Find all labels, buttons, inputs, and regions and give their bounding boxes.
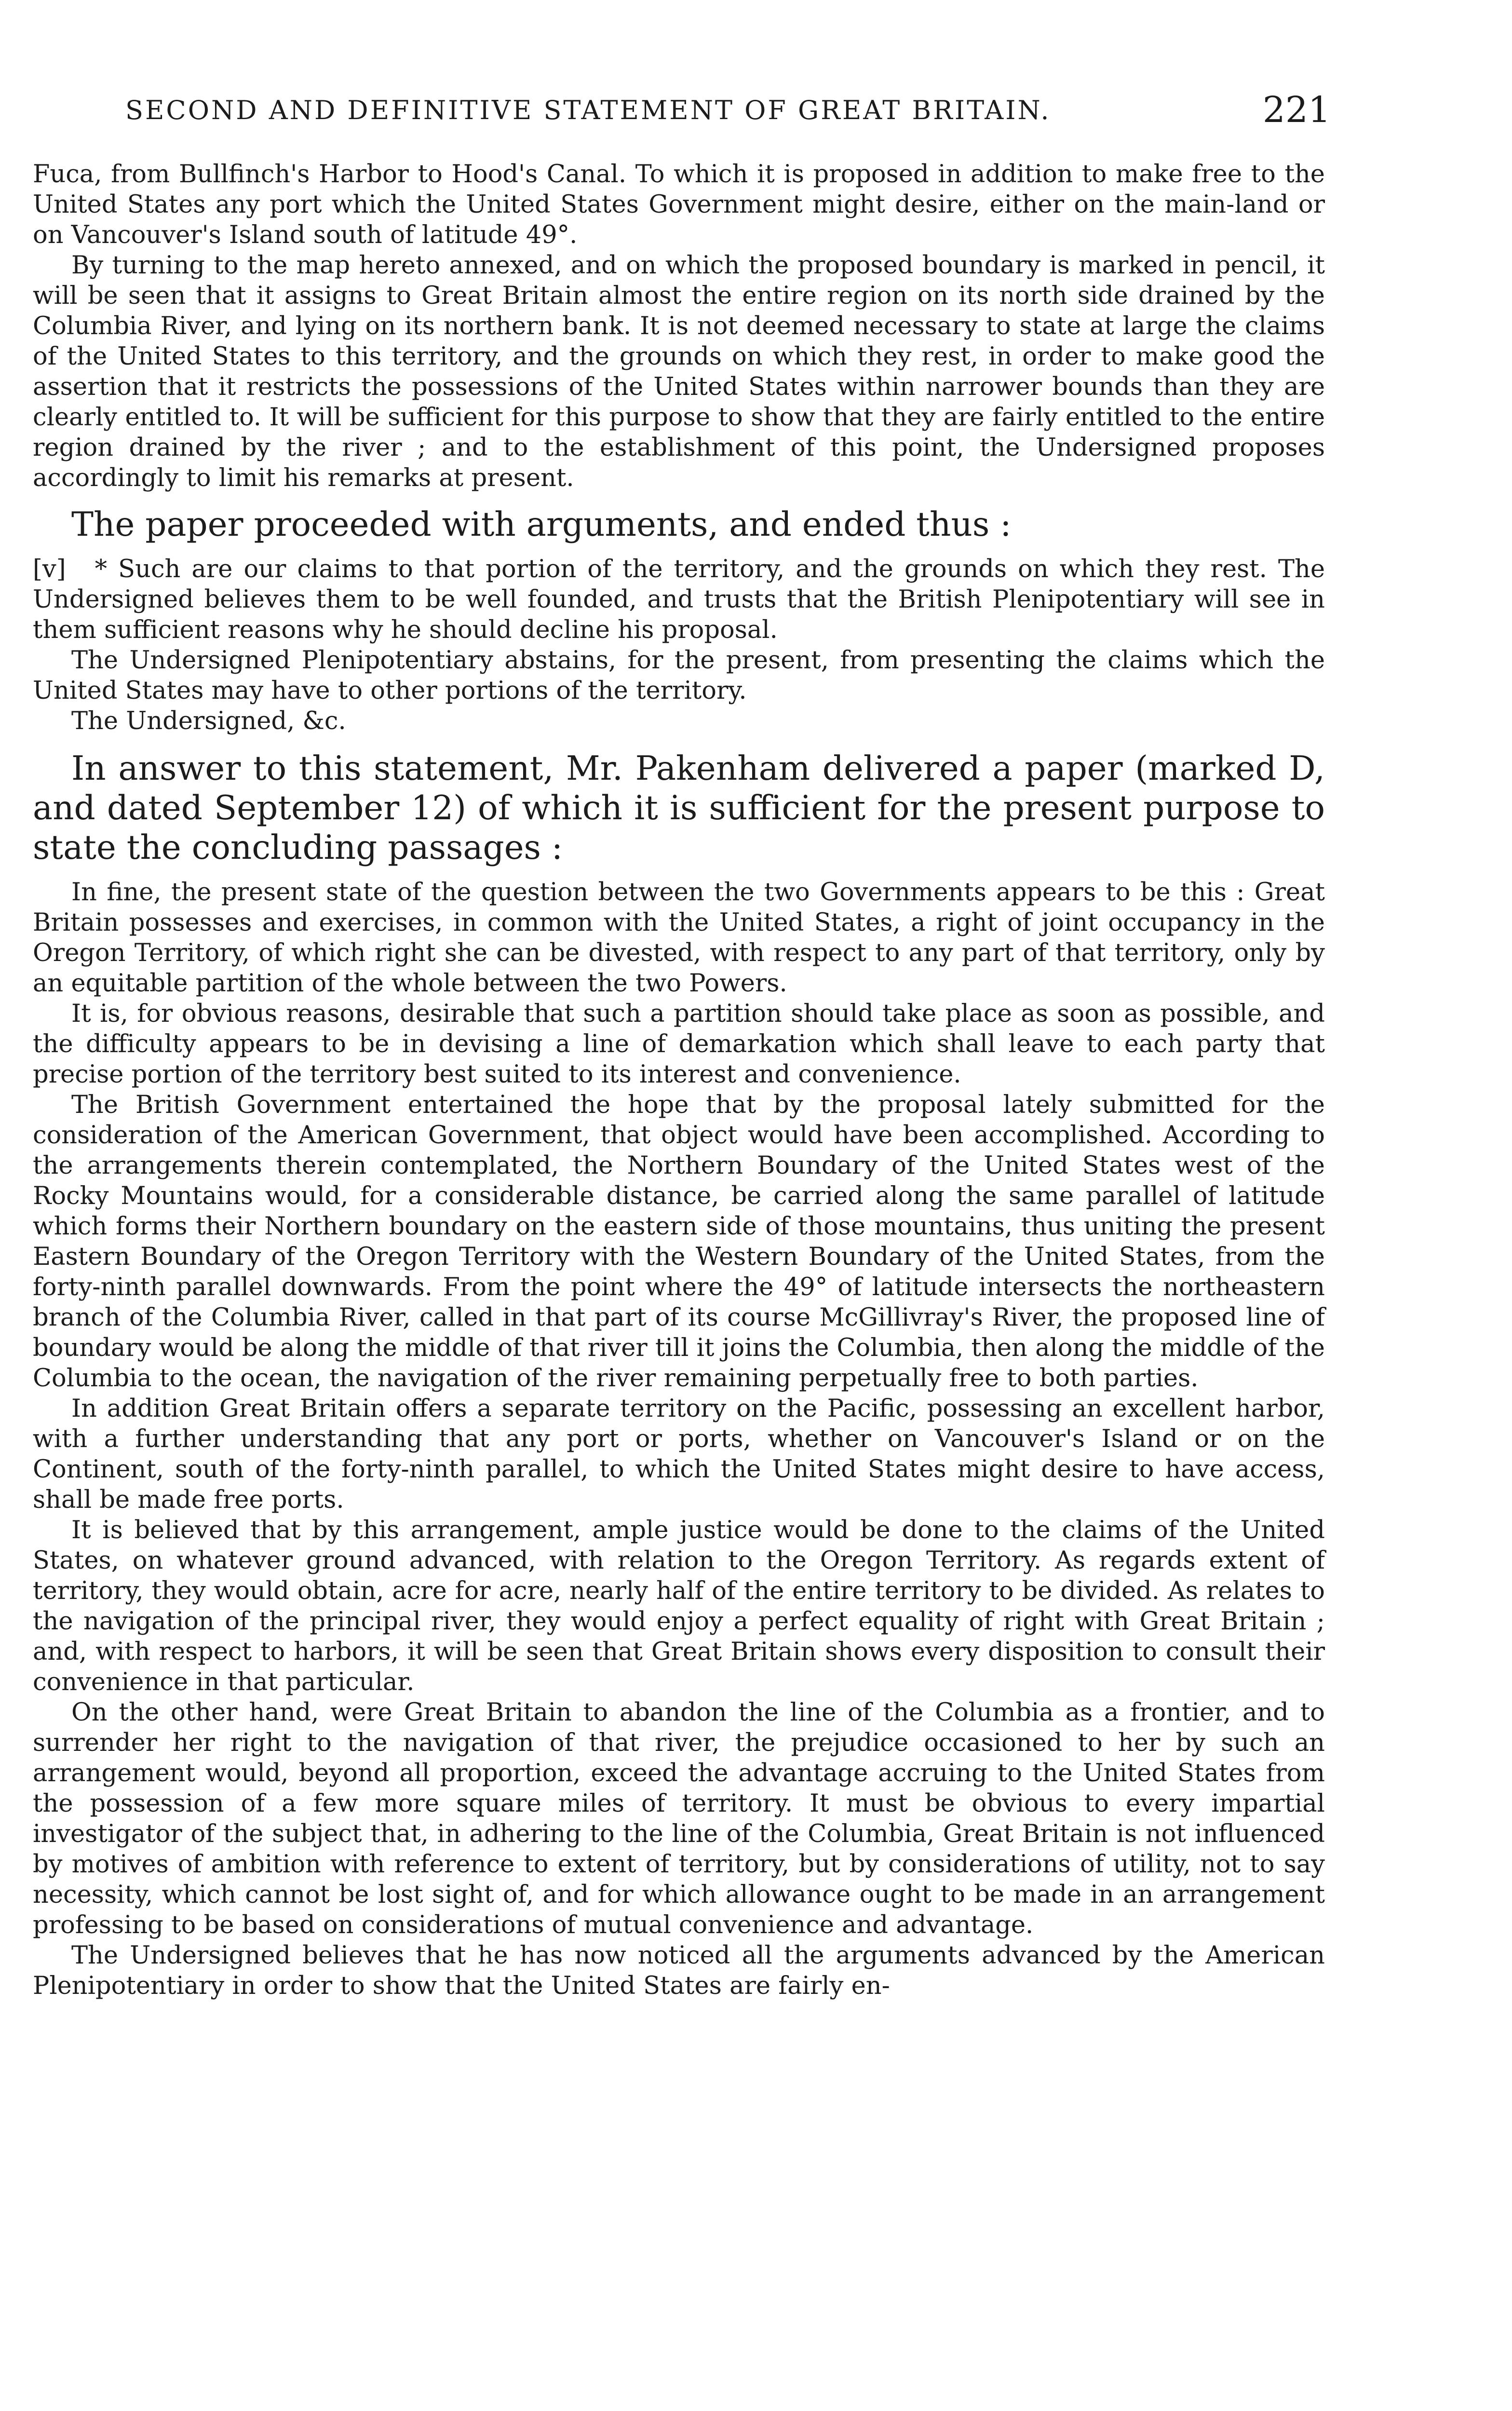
page-marker: [v]: [33, 555, 66, 583]
pakenham-paragraph-6: On the other hand, were Great Britain to abandon the line of the Columbia as a frontier, and to surrender her right to the navigation of that river, the prejudice occasioned to her by such an arrangement would, beyond all proportion, exceed the advantage accruing to the United States from the possession of a few more square miles of territory. It must be obvious to every impartial investigator of the subject that, in adhering to the line of the Columbia, Great Britain is not influenced by motives of ambition with reference to extent of territory, but by considerations of utility, not to say necessity, which cannot be lost sight of, and for which allowance ought to be made in an arrangement professing to be based on considerations of mutual convenience and advantage.: [33, 1698, 1325, 1939]
page-header: [96, 89, 1331, 133]
pakenham-paragraph-4: In addition Great Britain offers a separate territory on the Pacific, possessing an excellent harbor, with a further understanding that any port or ports, whether on Vancouver's Island or on the Continent, south of the forty-ninth parallel, to which the United States might desire to have access, shall be made free ports.: [33, 1395, 1325, 1514]
pakenham-paragraph-1: In fine, the present state of the question between the two Governments appears to be this : Great Britain possesses and exercises, in common with the United States, a right of joint occupancy in the Oregon Territory, of which right she can be divested, with respect to any part of that territory, only by an equitable partition of the whole between the two Powers.: [33, 878, 1325, 998]
quoted-paragraph-1: Fuca, from Bullfinch's Harbor to Hood's Canal. To which it is proposed in addition to make free to the United States any port which the United States Government might desire, either on the main-land or on Vancouver's Island south of latitude 49°.: [33, 160, 1325, 249]
pakenham-paragraph-5: It is believed that by this arrangement, ample justice would be done to the claims of the United States, on whatever ground advanced, with relation to the Oregon Territory. As regards extent of territory, they would obtain, acre for acre, nearly half of the entire territory to be divided. As relates to the navigation of the principal river, they would enjoy a perfect equality of right with Great Britain ; and, with respect to harbors, it will be seen that Great Britain shows every disposition to consult their convenience in that particular.: [33, 1516, 1325, 1696]
running-head: SECOND AND DEFINITIVE STATEMENT OF GREAT BRITAIN.: [125, 95, 1051, 125]
body-text: [33, 159, 1325, 2001]
pakenham-paragraph-2: It is, for obvious reasons, desirable that such a partition should take place as soon as possible, and the difficulty appears to be in devising a line of demarkation which shall leave to each party that precise portion of the territory best suited to its interest and convenience.: [33, 1000, 1325, 1089]
quoted-paragraph-abstains: The Undersigned Plenipotentiary abstains, for the present, from presenting the claims which the United States may have to other portions of the territory.: [33, 646, 1325, 705]
quoted-paragraph-claims: [33, 554, 1325, 645]
quoted-paragraph-2: By turning to the map hereto annexed, and on which the proposed boundary is marked in pencil, it will be seen that it assigns to Great Britain almost the entire region on its north side drained by the Columbia River, and lying on its northern bank. It is not deemed necessary to state at large the claims of the United States to this territory, and the grounds on which they rest, in order to make good the assertion that it restricts the possessions of the United States within narrower bounds than they are clearly entitled to. It will be sufficient for this purpose to show that they are fairly entitled to the entire region drained by the river ; and to the establishment of this point, the Undersigned proposes accordingly to limit his remarks at present.: [33, 251, 1325, 492]
pakenham-paragraph-3: The British Government entertained the hope that by the proposal lately submitted for the consideration of the American Government, that object would have been accomplished. According to the arrangements therein contemplated, the Northern Boundary of the United States west of the Rocky Mountains would, for a considerable distance, be carried along the same parallel of latitude which forms their Northern boundary on the eastern side of those mountains, thus uniting the present Eastern Boundary of the Oregon Territory with the Western Boundary of the United States, from the forty-ninth parallel downwards. From the point where the 49° of latitude intersects the northeastern branch of the Columbia River, called in that part of its course McGillivray's River, the proposed line of boundary would be along the middle of that river till it joins the Columbia, then along the middle of the Columbia to the ocean, the navigation of the river remaining perpetually free to both parties.: [33, 1091, 1325, 1393]
commentary-heading: The paper proceeded with arguments, and ended thus :: [71, 505, 1012, 544]
page-number: 221: [1262, 89, 1331, 131]
claims-text: * Such are our claims to that portion of the territory, and the grounds on which they rest. The Undersigned believes them to be well founded, and trusts that the British Plenipotentiary will see in them sufficient reasons why he should decline his proposal.: [33, 555, 1325, 644]
pakenham-paragraph-7: The Undersigned believes that he has now noticed all the arguments advanced by the American Plenipotentiary in order to show that the United States are fairly en-: [33, 1941, 1325, 2000]
quoted-signature: The Undersigned, &c.: [71, 707, 346, 735]
commentary-pakenham: In answer to this statement, Mr. Pakenham delivered a paper (marked D, and dated September 12) of which it is sufficient for the present purpose to state the concluding passages :: [33, 749, 1325, 867]
